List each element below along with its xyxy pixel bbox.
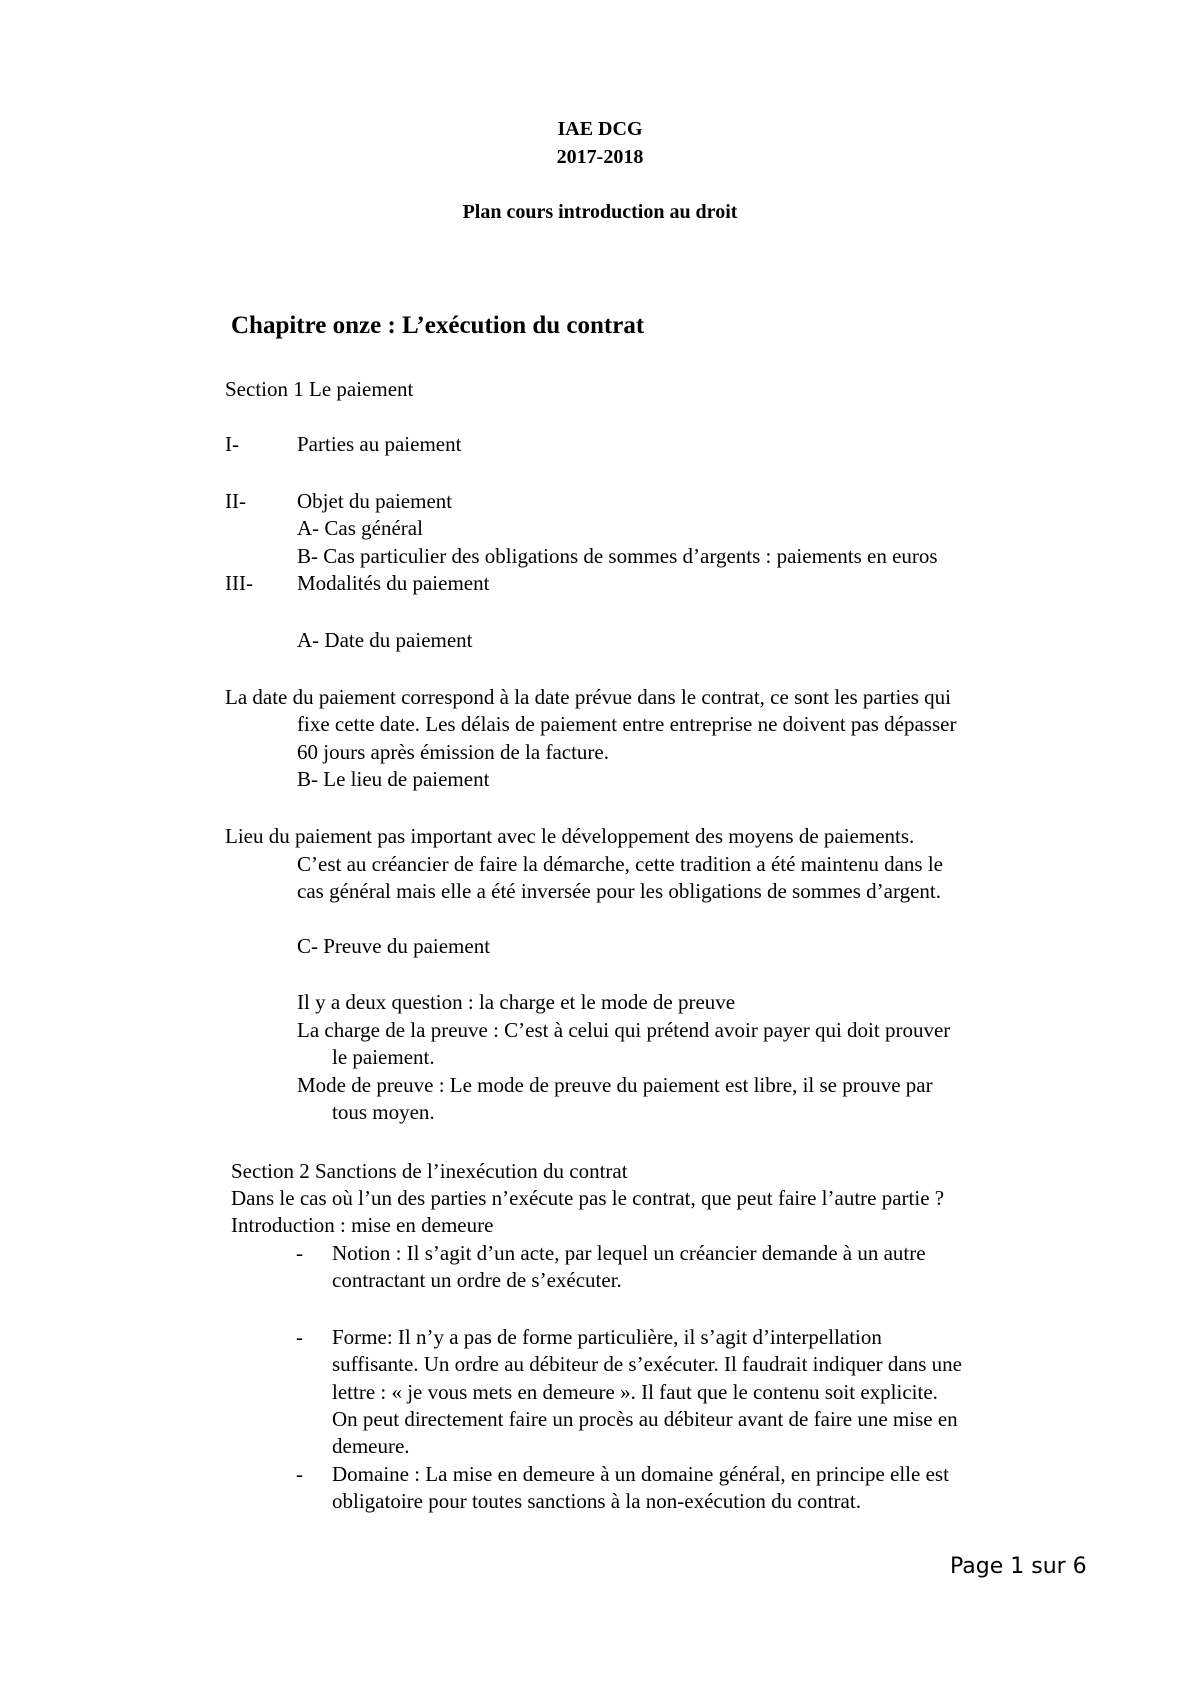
list-item: Domaine : La mise en demeure à un domaine général, en principe elle est xyxy=(332,1462,949,1486)
subheading-preuve: C- Preuve du paiement xyxy=(297,934,491,958)
paragraph-line: tous moyen. xyxy=(332,1100,435,1124)
part-3-number: III- xyxy=(225,571,253,595)
bullet-dash: - xyxy=(296,1462,303,1486)
list-item: obligatoire pour toutes sanctions à la non-exécution du contrat. xyxy=(332,1489,861,1513)
chapter-title: Chapitre onze : L’exécution du contrat xyxy=(231,312,645,339)
list-item: Forme: Il n’y a pas de forme particulière, il s’agit d’interpellation xyxy=(332,1325,882,1349)
paragraph-line: Mode de preuve : Le mode de preuve du paiement est libre, il se prouve par xyxy=(297,1073,933,1097)
list-item: demeure. xyxy=(332,1434,410,1458)
part-2-title: Objet du paiement xyxy=(297,489,453,513)
part-2-number: II- xyxy=(225,489,246,513)
list-item: lettre : « je vous mets en demeure ». Il faut que le contenu soit explicite. xyxy=(332,1380,938,1404)
header-year: 2017-2018 xyxy=(556,146,644,168)
paragraph-line: Lieu du paiement pas important avec le développement des moyens de paiements. xyxy=(225,824,915,848)
page-number: Page 1 sur 6 xyxy=(950,1554,1087,1579)
paragraph-line: La date du paiement correspond à la date prévue dans le contrat, ce sont les parties qui xyxy=(225,685,951,709)
paragraph-line: C’est au créancier de faire la démarche, cette tradition a été maintenu dans le xyxy=(297,852,943,876)
list-item: suffisante. Un ordre au débiteur de s’exécuter. Il faudrait indiquer dans une xyxy=(332,1352,962,1376)
part-2-sub-a: A- Cas général xyxy=(297,516,423,540)
part-1-number: I- xyxy=(225,432,239,456)
subheading-lieu: B- Le lieu de paiement xyxy=(297,767,490,791)
part-3-title: Modalités du paiement xyxy=(297,571,490,595)
paragraph-line: fixe cette date. Les délais de paiement entre entreprise ne doivent pas dépasser xyxy=(297,712,957,736)
paragraph-line: le paiement. xyxy=(332,1045,435,1069)
course-title: Plan cours introduction au droit xyxy=(462,201,738,223)
paragraph-line: Introduction : mise en demeure xyxy=(231,1213,494,1237)
header-school: IAE DCG xyxy=(557,118,643,140)
list-item: Notion : Il s’agit d’un acte, par lequel un créancier demande à un autre xyxy=(332,1241,926,1265)
subheading-date: A- Date du paiement xyxy=(297,628,473,652)
paragraph-line: La charge de la preuve : C’est à celui qui prétend avoir payer qui doit prouver xyxy=(297,1018,951,1042)
part-1-title: Parties au paiement xyxy=(297,432,462,456)
paragraph-line: Dans le cas où l’un des parties n’exécute pas le contrat, que peut faire l’autre partie ? xyxy=(231,1186,945,1210)
paragraph-line: Il y a deux question : la charge et le mode de preuve xyxy=(297,990,736,1014)
paragraph-line: cas général mais elle a été inversée pour les obligations de sommes d’argent. xyxy=(297,879,941,903)
bullet-dash: - xyxy=(296,1241,303,1265)
list-item: On peut directement faire un procès au débiteur avant de faire une mise en xyxy=(332,1407,958,1431)
part-2-sub-b: B- Cas particulier des obligations de sommes d’argents : paiements en euros xyxy=(297,544,938,568)
section-2-title: Section 2 Sanctions de l’inexécution du contrat xyxy=(231,1159,628,1183)
bullet-dash: - xyxy=(296,1325,303,1349)
list-item: contractant un ordre de s’exécuter. xyxy=(332,1268,622,1292)
section-1-title: Section 1 Le paiement xyxy=(225,377,414,401)
paragraph-line: 60 jours après émission de la facture. xyxy=(297,740,609,764)
